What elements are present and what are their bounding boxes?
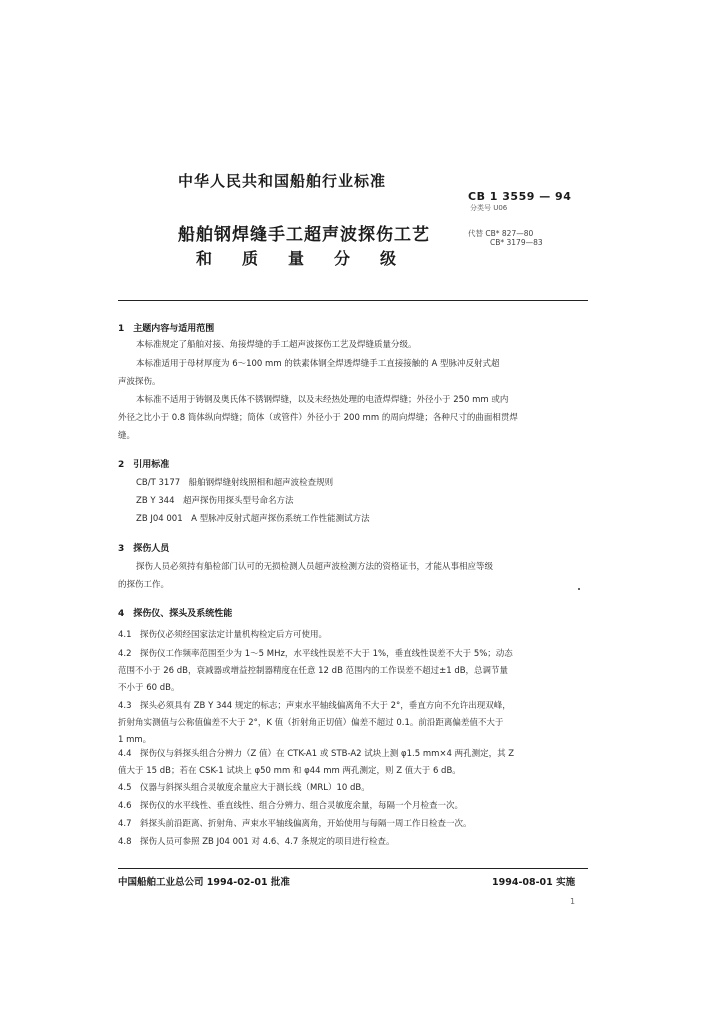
reference-item: CB/T 3177 船舶钢焊缝射线照相和超声波检查规则: [136, 478, 334, 488]
clause-4-8: 4.8 探伤人员可参照 ZB J04 001 对 4.6、4.7 条规定的项目进行检查。: [118, 837, 395, 847]
approval-line: 中国船舶工业总公司 1994-02-01 批准: [118, 877, 290, 888]
replaces-standard-1: 代替 CB* 827—80: [468, 229, 534, 238]
section-1-paragraph: 缝。: [118, 431, 136, 441]
section-1-paragraph: 本标准规定了船舶对接、角接焊缝的手工超声波探伤工艺及焊缝质量分级。: [136, 340, 417, 350]
section-2-heading: 2 引用标准: [118, 460, 170, 470]
section-1-paragraph: 本标准适用于母材厚度为 6～100 mm 的铁素体钢全焊透焊缝手工直接接触的 A 型脉冲反射式超: [136, 359, 500, 369]
section-1-heading: 1 主题内容与适用范围: [118, 324, 215, 334]
section-1-paragraph: 本标准不适用于铸钢及奥氏体不锈钢焊缝，以及未经热处理的电渣焊焊缝；外径小于 250 mm 或内: [136, 395, 509, 405]
clause-4-3: 1 mm。: [118, 735, 152, 745]
reference-item: ZB J04 001 A 型脉冲反射式超声探伤系统工作性能测试方法: [136, 514, 370, 524]
clause-4-3: 折射角实测值与公称值偏差不大于 2°，K 值（折射角正切值）偏差不超过 0.1。前沿距离偏差值不大于: [118, 718, 504, 728]
replaces-standard-2: CB* 3179—83: [490, 238, 543, 247]
section-3-heading: 3 探伤人员: [118, 544, 170, 554]
clause-4-6: 4.6 探伤仪的水平线性、垂直线性、组合分辨力、组合灵敏度余量，每隔一个月检查一次。: [118, 801, 464, 811]
scan-speck: [578, 588, 580, 590]
issuing-authority: 中华人民共和国船舶行业标准: [178, 172, 387, 190]
section-3-paragraph: 探伤人员必须持有船检部门认可的无损检测人员超声波检测方法的资格证书，才能从事相应等级: [136, 562, 494, 572]
clause-4-7: 4.7 斜探头前沿距离、折射角、声束水平轴线偏离角，开始使用与每隔一周工作日检查一次。: [118, 819, 472, 829]
implementation-date: 1994-08-01 实施: [492, 877, 576, 888]
reference-item: ZB Y 344 超声探伤用探头型号命名方法: [136, 496, 294, 506]
clause-4-2: 不小于 60 dB。: [118, 683, 180, 693]
page-number: 1: [570, 897, 576, 906]
document-title: 船舶钢焊缝手工超声波探伤工艺: [178, 225, 430, 245]
clause-4-1: 4.1 探伤仪必须经国家法定计量机构检定后方可使用。: [118, 630, 328, 640]
clause-4-2: 4.2 探伤仪工作频率范围至少为 1～5 MHz，水平线性误差不大于 1%，垂直线性误差不大于 5%；动态: [118, 649, 513, 659]
document-subtitle: 和质量分级: [196, 249, 427, 268]
section-1-paragraph: 外径之比小于 0.8 筒体纵向焊缝；筒体（或管件）外径小于 200 mm 的周向焊缝；各种尺寸的曲面相贯焊: [118, 413, 518, 423]
clause-4-4: 4.4 探伤仪与斜探头组合分辨力（Z 值）在 CTK-A1 或 STB-A2 试块上测 φ1.5 mm×4 两孔测定，其 Z: [118, 749, 515, 759]
header-divider: [118, 300, 588, 301]
clause-4-4: 值大于 15 dB；若在 CSK-1 试块上 φ50 mm 和 φ44 mm 两孔测定，则 Z 值大于 6 dB。: [118, 766, 461, 776]
clause-4-3: 4.3 探头必须具有 ZB Y 344 规定的标志；声束水平轴线偏离角不大于 2°，垂直方向不允许出现双峰，: [118, 701, 511, 711]
footer-divider: [118, 868, 588, 869]
section-4-heading: 4 探伤仪、探头及系统性能: [118, 609, 233, 619]
standard-number: CB 1 3559 — 94: [468, 190, 572, 203]
clause-4-2: 范围不小于 26 dB，衰减器或增益控制器精度在任意 12 dB 范围内的工作误差不超过±1 dB，总调节量: [118, 666, 509, 676]
section-1-paragraph: 声波探伤。: [118, 377, 161, 387]
section-3-paragraph: 的探伤工作。: [118, 580, 170, 590]
classification-number: 分类号 U06: [470, 204, 508, 212]
clause-4-5: 4.5 仪器与斜探头组合灵敏度余量应大于测长线（MRL）10 dB。: [118, 783, 370, 793]
